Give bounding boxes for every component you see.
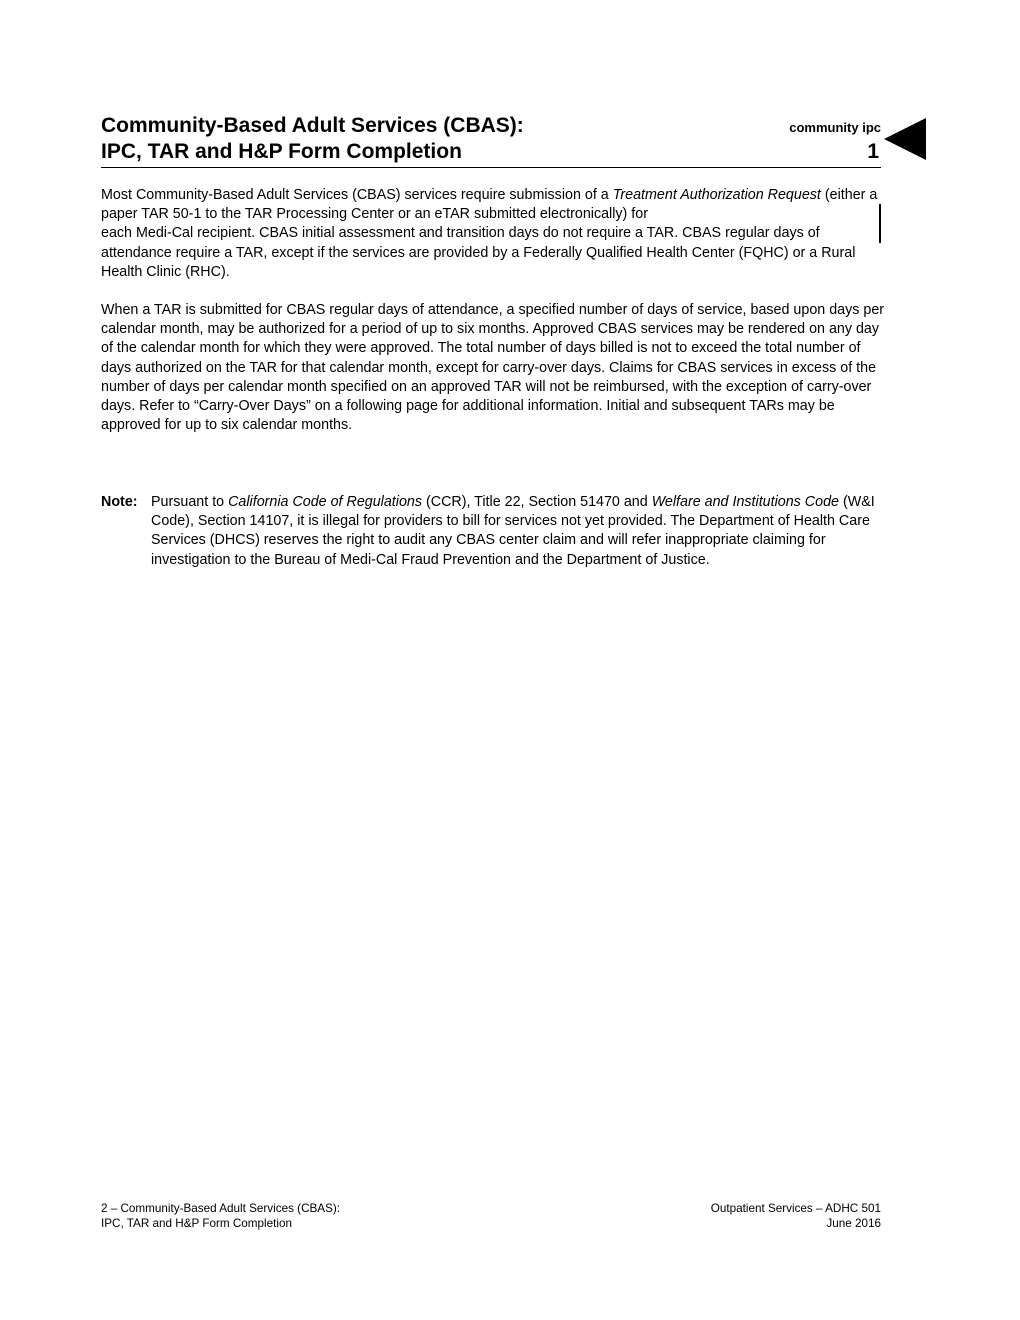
title-line-1: Community-Based Adult Services (CBAS): [101,114,524,137]
paragraph-tar-requirement: Most Community-Based Adult Services (CBAS) services require submission of a Treatment Authorization Request (either a paper TAR 50-1 to the TAR Processing Center or an eTAR submitted electronically) for each Medi-Cal recipient. CBAS initial assessment and transition days do not require a TAR. CBAS regular days of attendance require a TAR, except if the services are provided by a Federally Qualified Health Center (FQHC) or a Rural Health Clinic (RHC). [101,187,878,280]
note-block [101,493,881,570]
note-label: Note: [101,494,138,510]
section-tag: community ipc [789,120,881,135]
page-number: 1 [867,140,879,163]
footer-left-line-2: IPC, TAR and H&P Form Completion [101,1217,292,1230]
footer-left [101,1201,340,1231]
title-line-2: IPC, TAR and H&P Form Completion [101,140,462,163]
footer-right-line-1: Outpatient Services – ADHC 501 [710,1202,881,1215]
body-text [101,186,891,454]
note-text: Pursuant to California Code of Regulations (CCR), Title 22, Section 51470 and Welfare and Institutions Code (W&I Code), Section 14107, it is illegal for providers to bill for services not yet provided. The Department of Health Care Services (DHCS) reserves the right to audit any CBAS center claim and will refer inappropriate claiming for investigation to the Bureau of Medi-Cal Fraud Prevention and the Department of Justice. [151,494,875,568]
page-header [101,113,881,168]
footer-right-line-2: June 2016 [826,1217,881,1230]
paragraph-days-of-service: When a TAR is submitted for CBAS regular days of attendance, a specified number of days of service, based upon days per calendar month, may be authorized for a period of up to six months. Approved CBAS services may be rendered on any day of the calendar month for which they were approved. The total number of days billed is not to exceed the total number of days authorized on the TAR for that calendar month, except for carry-over days. Claims for CBAS services in excess of the number of days per calendar month specified on an approved TAR will not be reimbursed, with the exception of carry-over days. Refer to “Carry-Over Days” on a following page for additional information. Initial and subsequent TARs may be approved for up to six calendar months. [101,302,885,434]
left-pointing-triangle-icon [884,118,926,160]
footer-right [711,1201,881,1231]
footer-left-line-1: 2 – Community-Based Adult Services (CBAS): [101,1202,341,1215]
